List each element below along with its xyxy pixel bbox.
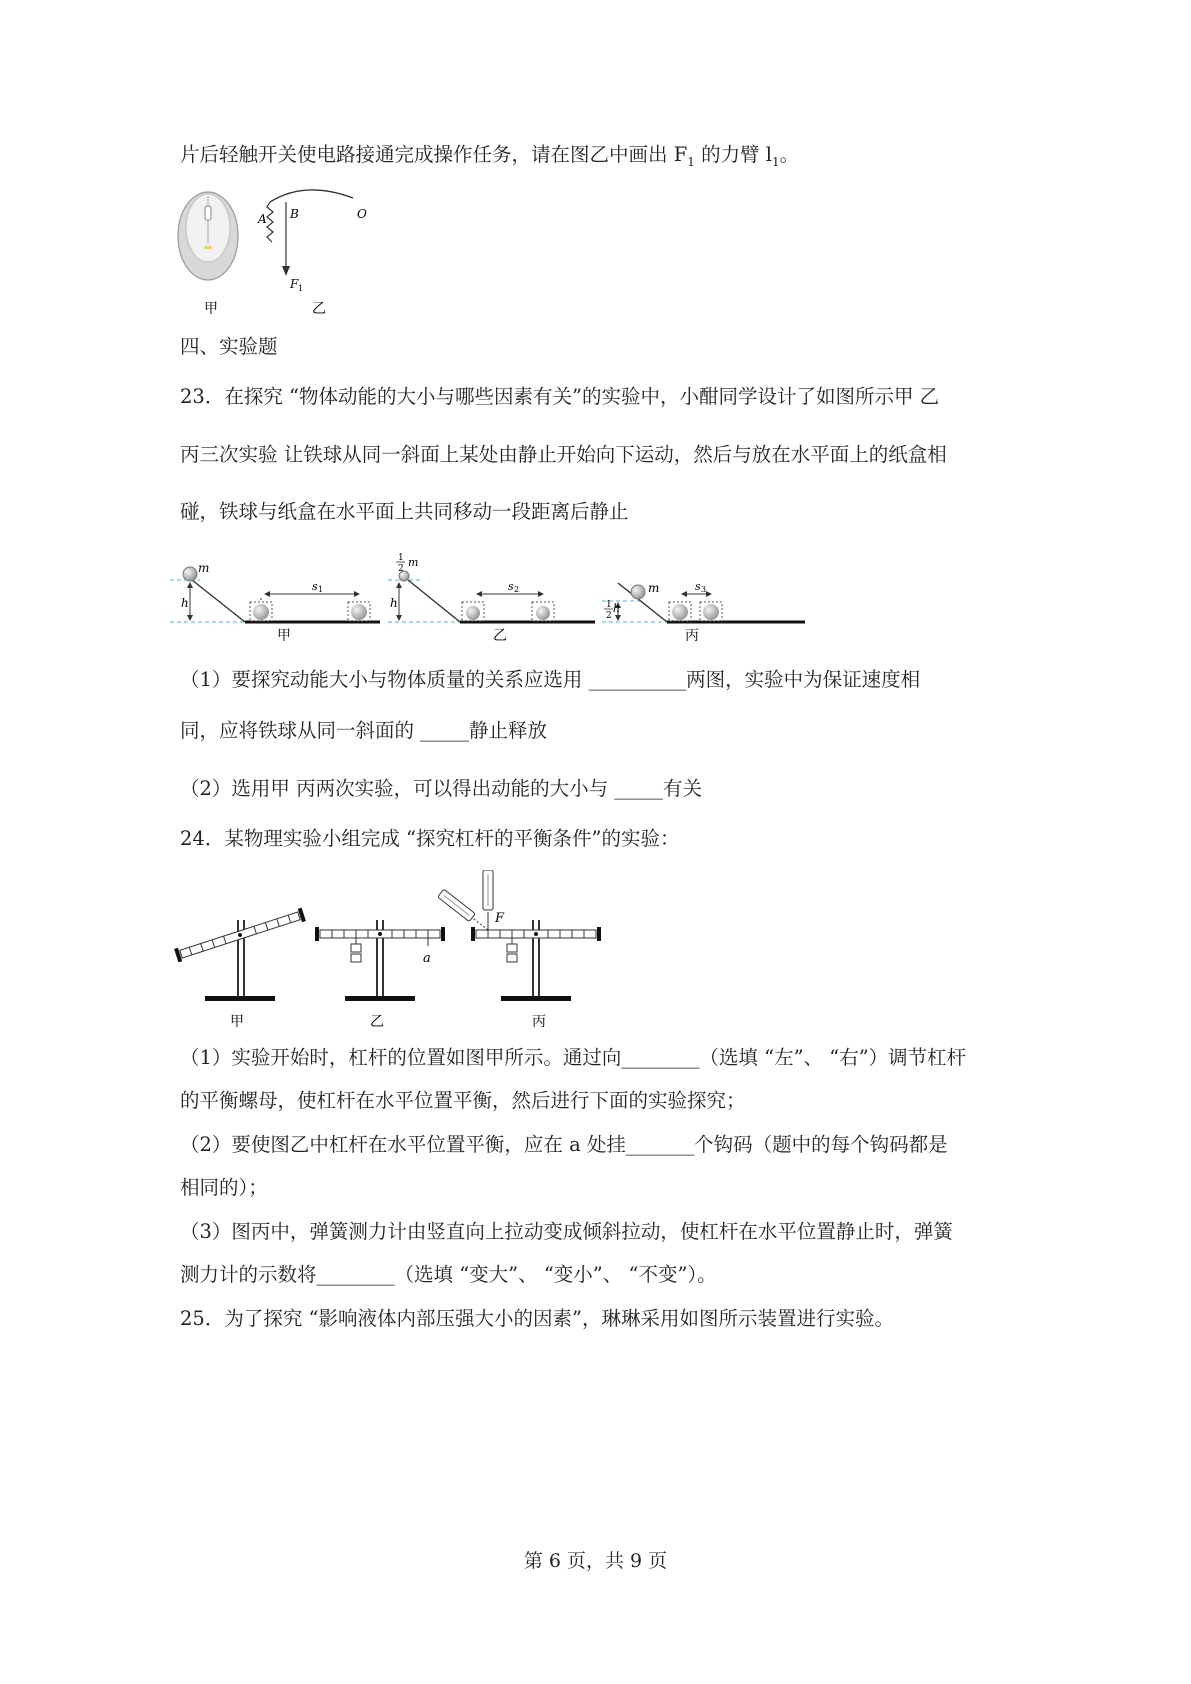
lever-bing bbox=[438, 870, 601, 1001]
q24-part1-line-1: （1）实验开始时，杠杆的位置如图甲所示。通过向________（选填 “左”、 “右”）调节杠杆 bbox=[180, 1046, 967, 1069]
label-B: B bbox=[290, 207, 299, 221]
panel-yi bbox=[388, 571, 595, 622]
q23-line-2: 丙三次实验 让铁球从同一斜面上某处由静止开始向下运动，然后与放在水平面上的纸盒相 bbox=[180, 443, 947, 466]
q23-part2: （2）选用甲 丙两次实验，可以得出动能的大小与 _____有关 bbox=[180, 777, 703, 800]
q22-text-prefix: 片后轻触开关使电路接通完成操作任务，请在图乙中画出 F bbox=[180, 143, 688, 166]
q23-figure-svg bbox=[170, 550, 820, 648]
mouse-image bbox=[178, 192, 238, 280]
lever-jia bbox=[174, 908, 306, 1001]
caption-yi: 乙 bbox=[312, 301, 326, 317]
q23-line-1: 23．在探究 “物体动能的大小与哪些因素有关”的实验中，小酣同学设计了如图所示甲 乙 bbox=[180, 385, 940, 408]
q22-figure-svg bbox=[175, 188, 395, 323]
label-F1: F bbox=[290, 277, 299, 291]
q23-part1-line-1: （1）要探究动能大小与物体质量的关系应选用 __________两图，实验中为保证速度相 bbox=[180, 668, 921, 691]
label-a: a bbox=[423, 951, 431, 966]
q23-line-3: 碰，铁球与纸盒在水平面上共同移动一段距离后静止 bbox=[180, 500, 629, 523]
q24-part1-line-2: 的平衡螺母，使杠杆在水平位置平衡，然后进行下面的实验探究； bbox=[180, 1089, 746, 1112]
q24-part3-line-2: 测力计的示数将________（选填 “变大”、 “变小”、 “不变”）。 bbox=[180, 1263, 717, 1286]
label-F1-sub: 1 bbox=[298, 284, 304, 293]
bing-s: s bbox=[695, 580, 701, 593]
caption-bing: 丙 bbox=[532, 1014, 546, 1030]
yi-mass-den: 2 bbox=[398, 564, 404, 574]
yi-h: h bbox=[390, 596, 398, 610]
label-A: A bbox=[258, 212, 267, 226]
bing-h-den: 2 bbox=[606, 611, 612, 621]
caption-jia: 甲 bbox=[204, 301, 218, 317]
jia-mass: m bbox=[198, 561, 210, 575]
caption-bing: 丙 bbox=[685, 628, 699, 644]
lever-diagram bbox=[267, 190, 353, 276]
bing-h-num: 1 bbox=[606, 600, 612, 610]
yi-mass: m bbox=[408, 556, 419, 569]
page-footer: 第 6 页，共 9 页 bbox=[523, 1550, 668, 1572]
q24-figure-svg bbox=[170, 870, 630, 1032]
q24-figure bbox=[170, 870, 630, 1032]
q23-figure bbox=[170, 550, 820, 648]
q22-text-mid: 的力臂 l bbox=[694, 143, 773, 166]
yi-mass-num: 1 bbox=[398, 553, 404, 563]
yi-s: s bbox=[508, 580, 514, 593]
section-title: 四、实验题 bbox=[180, 335, 278, 358]
q22-figure bbox=[175, 188, 395, 323]
q24-part2-line-2: 相同的）； bbox=[180, 1176, 268, 1199]
bing-mass: m bbox=[648, 581, 660, 595]
caption-jia: 甲 bbox=[277, 628, 291, 644]
q24-part3-line-1: （3）图丙中，弹簧测力计由竖直向上拉动变成倾斜拉动，使杠杆在水平位置静止时，弹簧 bbox=[180, 1220, 953, 1243]
q24-line-1: 24．某物理实验小组完成 “探究杠杆的平衡条件”的实验： bbox=[180, 827, 680, 850]
panel-jia bbox=[170, 567, 380, 622]
caption-yi: 乙 bbox=[493, 628, 507, 644]
f1-subscript: 1 bbox=[687, 154, 695, 169]
caption-yi: 乙 bbox=[370, 1014, 384, 1030]
q23-part1-line-2: 同，应将铁球从同一斜面的 _____静止释放 bbox=[180, 719, 547, 742]
caption-jia: 甲 bbox=[230, 1014, 244, 1030]
jia-s: s bbox=[312, 580, 318, 593]
l1-subscript: 1 bbox=[772, 154, 780, 169]
jia-s-sub: 1 bbox=[318, 585, 324, 594]
bing-h: h bbox=[613, 602, 621, 615]
yi-s-sub: 2 bbox=[514, 585, 520, 594]
label-O: O bbox=[357, 207, 367, 221]
label-F: F bbox=[495, 911, 505, 926]
q24-part2-line-1: （2）要使图乙中杠杆在水平位置平衡，应在 a 处挂_______个钩码（题中的每个钩码都是 bbox=[180, 1133, 948, 1156]
bing-s-sub: 3 bbox=[701, 585, 707, 594]
q25-line-1: 25．为了探究 “影响液体内部压强大小的因素”，琳琳采用如图所示装置进行实验。 bbox=[180, 1307, 894, 1330]
q22-text-line bbox=[180, 142, 799, 175]
jia-h: h bbox=[181, 596, 189, 610]
q22-text-end: 。 bbox=[779, 143, 800, 166]
